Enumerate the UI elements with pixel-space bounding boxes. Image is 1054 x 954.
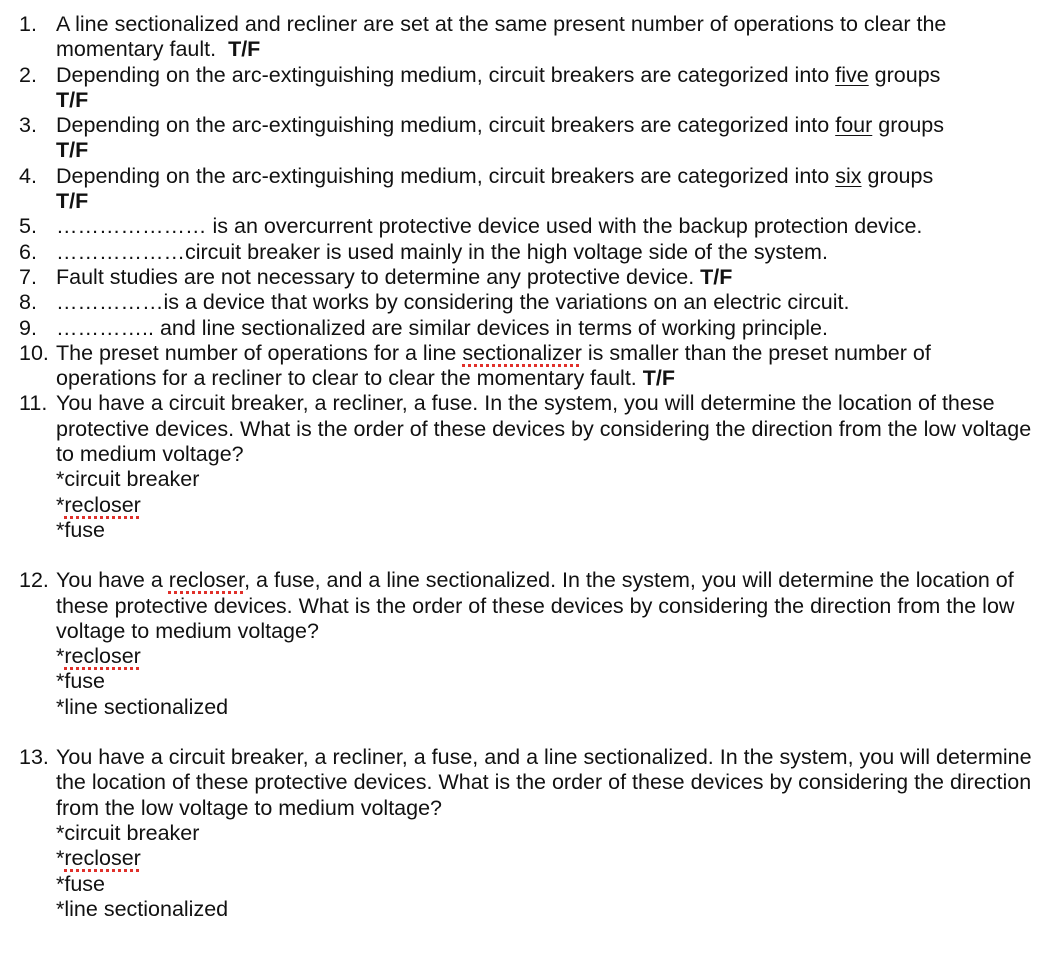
answer-option: *line sectionalized bbox=[56, 694, 229, 719]
question-text: is an overcurrent protective device used with the backup protection device. bbox=[212, 214, 923, 239]
underlined-keyword: five bbox=[835, 62, 869, 87]
question-text-end: groups bbox=[867, 163, 934, 188]
question-7 bbox=[19, 265, 1036, 290]
spacer bbox=[19, 543, 1036, 568]
question-text: You have a circuit breaker, a recliner, a fuse, and a line sectionalized. In the system, you will determine the location of these protective devices. What is the order of these devices by considering the direction from the low voltage to medium voltage? bbox=[56, 745, 1032, 820]
true-false-marker: T/F bbox=[56, 87, 89, 112]
question-1 bbox=[19, 12, 1036, 63]
question-number: 4. bbox=[19, 163, 37, 188]
question-4 bbox=[19, 164, 1036, 215]
true-false-marker: T/F bbox=[56, 138, 89, 163]
question-number: 3. bbox=[19, 113, 37, 138]
question-3 bbox=[19, 113, 1036, 164]
question-8 bbox=[19, 290, 1036, 315]
question-11 bbox=[19, 391, 1036, 543]
question-10 bbox=[19, 341, 1036, 392]
question-text-end: groups bbox=[878, 113, 945, 138]
answer-option: *recloser bbox=[56, 644, 141, 669]
answer-option: *line sectionalized bbox=[56, 896, 229, 921]
question-number: 8. bbox=[19, 290, 37, 315]
question-number: 7. bbox=[19, 264, 37, 289]
question-number: 11. bbox=[19, 391, 48, 416]
answer-option: *recloser bbox=[56, 492, 141, 517]
question-number: 10. bbox=[19, 340, 49, 365]
question-text-end: groups bbox=[874, 62, 941, 87]
question-text: Depending on the arc-extinguishing medium, circuit breakers are categorized into bbox=[56, 163, 830, 188]
question-2 bbox=[19, 63, 1036, 114]
spellcheck-flagged-word: recloser bbox=[64, 644, 141, 669]
question-list bbox=[19, 12, 1036, 922]
question-text: circuit breaker is used mainly in the high voltage side of the system. bbox=[185, 239, 828, 264]
true-false-marker: T/F bbox=[700, 264, 733, 289]
question-number: 1. bbox=[19, 12, 37, 36]
answer-option: *fuse bbox=[56, 871, 106, 896]
question-number: 5. bbox=[19, 214, 37, 239]
fill-blank: ………………… bbox=[56, 214, 207, 239]
question-13 bbox=[19, 745, 1036, 922]
underlined-keyword: six bbox=[835, 163, 862, 188]
question-12 bbox=[19, 568, 1036, 720]
spellcheck-flagged-word: recloser bbox=[64, 846, 141, 871]
question-number: 2. bbox=[19, 62, 37, 87]
underlined-keyword: four bbox=[835, 113, 873, 138]
fill-blank: ………….. bbox=[56, 315, 154, 340]
spacer bbox=[19, 720, 1036, 745]
answer-option: *fuse bbox=[56, 517, 106, 542]
question-text-end: is smaller than the preset number of operations for a recliner to clear to clear the momentary fault. bbox=[56, 340, 931, 391]
question-9 bbox=[19, 316, 1036, 341]
spellcheck-flagged-word: recloser bbox=[168, 568, 245, 593]
question-text: A line sectionalized and recliner are set at the same present number of operations to clear the momentary fault. bbox=[56, 12, 947, 62]
question-text-end: , a fuse, and a line sectionalized. In the system, you will determine the location of these protective devices. What is the order of these devices by considering the direction from the low voltage to medium voltage? bbox=[56, 568, 1015, 643]
question-text: Depending on the arc-extinguishing medium, circuit breakers are categorized into bbox=[56, 62, 830, 87]
true-false-marker: T/F bbox=[642, 366, 676, 391]
question-text: Fault studies are not necessary to determine any protective device. bbox=[56, 264, 695, 289]
answer-option: *circuit breaker bbox=[56, 820, 200, 845]
question-number: 9. bbox=[19, 315, 37, 340]
question-text: and line sectionalized are similar devices in terms of working principle. bbox=[159, 315, 828, 340]
question-5 bbox=[19, 214, 1036, 239]
question-number: 6. bbox=[19, 239, 37, 264]
true-false-marker: T/F bbox=[228, 37, 261, 62]
question-text: You have a circuit breaker, a recliner, a fuse. In the system, you will determine the location of these protective devices. What is the order of these devices by considering the direction from the low voltage to medium voltage? bbox=[56, 391, 1032, 467]
fill-blank: …………… bbox=[56, 290, 164, 315]
question-number: 13. bbox=[19, 745, 49, 770]
true-false-marker: T/F bbox=[56, 189, 89, 214]
question-text: The preset number of operations for a line bbox=[56, 340, 457, 365]
question-text: Depending on the arc-extinguishing medium, circuit breakers are categorized into bbox=[56, 113, 830, 138]
answer-option: *fuse bbox=[56, 669, 106, 694]
spellcheck-flagged-word: sectionalizer bbox=[462, 340, 582, 365]
question-number: 12. bbox=[19, 568, 49, 593]
question-6 bbox=[19, 240, 1036, 265]
question-text: is a device that works by considering the variations on an electric circuit. bbox=[163, 290, 850, 315]
question-text: You have a bbox=[56, 568, 163, 593]
answer-option: *recloser bbox=[56, 846, 141, 871]
spellcheck-flagged-word: recloser bbox=[64, 492, 141, 517]
fill-blank: ……………… bbox=[56, 239, 185, 264]
answer-option: *circuit breaker bbox=[56, 467, 200, 492]
